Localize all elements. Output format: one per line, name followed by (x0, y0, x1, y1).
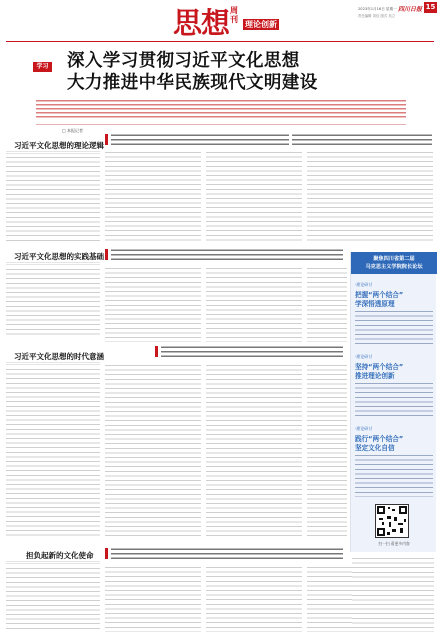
subhead-marker (105, 548, 108, 559)
body-col-3a (206, 150, 302, 242)
sidebar-block-3 (351, 426, 437, 502)
body-col-5 (352, 556, 434, 632)
subhead-lines (111, 133, 289, 146)
body-col-1c (6, 367, 100, 537)
sidebar-block-label: ·理论研讨 (355, 354, 373, 359)
section-3-title: 习近平文化思想的时代意涵 (14, 352, 104, 361)
subhead-lines (111, 547, 343, 560)
lead-text-block (36, 99, 406, 119)
body-col-4b (307, 266, 347, 342)
body-col-2a (105, 150, 201, 242)
body-col-2b (105, 266, 201, 342)
headline-line-2: 大力推进中华民族现代文明建设 (67, 73, 318, 93)
body-col-3c (206, 363, 302, 537)
article-author: □ 本报记者 (62, 128, 84, 133)
sidebar-block-heading-1: 坚持“两个结合” (355, 363, 404, 371)
section-4-rule (6, 561, 100, 564)
qr-code-icon (376, 505, 408, 537)
paper-logo: 四川日报 (398, 6, 423, 13)
sidebar-title-1: 聚焦四川省第二届 (373, 256, 415, 262)
subhead-red-1 (105, 133, 290, 147)
page-number-badge: 15 (425, 3, 436, 11)
subhead-marker (155, 346, 158, 357)
body-col-3d (206, 565, 302, 632)
sidebar-block-text (355, 453, 433, 497)
section-2-rule (6, 262, 100, 265)
sidebar-block-text (355, 381, 433, 419)
body-col-1d (6, 566, 100, 632)
body-col-3b (206, 266, 302, 342)
subhead-marker (105, 134, 108, 145)
body-col-1b (6, 267, 100, 337)
body-col-2d (105, 565, 201, 632)
sidebar-block-label: ·理论研讨 (355, 282, 373, 287)
sidebar-block-text (355, 309, 433, 347)
subhead-red-4 (155, 345, 345, 359)
body-col-4a (307, 150, 433, 242)
masthead-small-chars: 周刊 (230, 6, 238, 24)
sidebar-block-1 (351, 282, 437, 352)
section-3-rule (6, 362, 100, 365)
sidebar-header (351, 252, 437, 274)
subhead-red-5 (105, 547, 345, 561)
sidebar-block-heading-1: 践行“两个结合” (355, 435, 404, 443)
sidebar-block-heading-2: 推进理论创新 (355, 372, 395, 380)
section-4-title: 担负起新的文化使命 (26, 551, 94, 560)
qr-code[interactable] (375, 504, 409, 538)
masthead (0, 0, 440, 40)
sidebar-block-2 (351, 354, 437, 424)
body-col-4c (307, 363, 347, 537)
sidebar-block-heading-2: 学深悟透原理 (355, 300, 395, 308)
qr-caption: 扫一扫 看更多内容 (378, 541, 410, 546)
section-1-rule (6, 151, 100, 154)
headline-line-1: 深入学习贯彻习近平文化思想 (67, 51, 300, 71)
masthead-big-chars: 思想 (173, 6, 230, 40)
subhead-red-3 (105, 248, 345, 262)
masthead-date: 2023年1月16日 星期一 (358, 7, 397, 11)
subhead-lines (111, 248, 343, 261)
lead-divider (36, 124, 406, 125)
sidebar-block-heading-1: 把握“两个结合” (355, 291, 404, 299)
masthead-editor: 责任编辑 刘佳 版式 吴立 (358, 14, 396, 18)
sidebar-title-2: 马克思主义学院院长论坛 (365, 264, 423, 270)
headline-badge: 学习 (33, 62, 52, 72)
subhead-red-2 (292, 133, 432, 147)
masthead-tag: 理论创新 (245, 20, 277, 29)
section-1-title: 习近平文化思想的理论逻辑 (14, 141, 104, 150)
sidebar (350, 252, 436, 552)
masthead-rule (6, 41, 434, 42)
body-col-2c (105, 363, 201, 537)
subhead-marker (105, 249, 108, 260)
section-2-title: 习近平文化思想的实践基础 (14, 252, 104, 261)
sidebar-block-heading-2: 坚定文化自信 (355, 444, 395, 452)
sidebar-block-label: ·理论研讨 (355, 426, 373, 431)
subhead-lines (161, 345, 343, 358)
body-col-1a (6, 155, 100, 241)
